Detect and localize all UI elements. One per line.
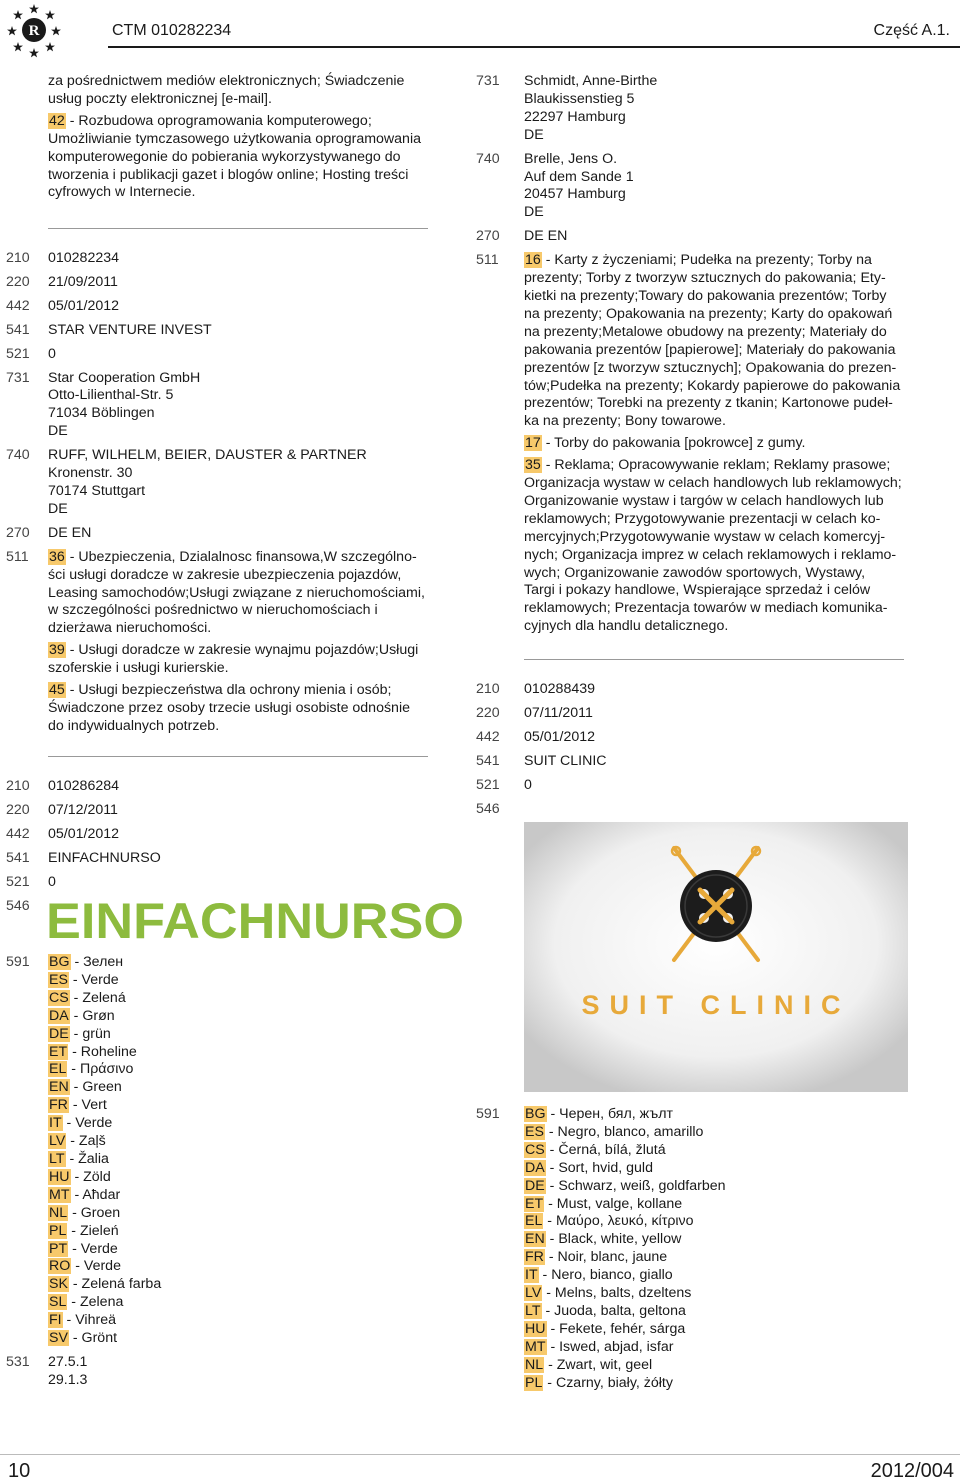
colour-item — [48, 1133, 440, 1151]
field-code: 740 — [6, 447, 30, 464]
colour-list — [524, 1106, 916, 1393]
text-line: ści usługi doradcze w zakresie ubezpieczenia pojazdów, — [48, 566, 402, 583]
text-line: Otto-Lilienthal-Str. 5 — [48, 387, 174, 404]
text-line: 70174 Stuttgart — [48, 482, 146, 499]
field-code: 210 — [476, 681, 500, 697]
colour-item — [48, 1026, 440, 1044]
section-rule — [524, 659, 904, 660]
text-line: prezentów [z tworzyw sztucznych]; Opakowania do prezen- — [524, 359, 897, 376]
colour-item — [524, 1142, 916, 1160]
logo-background — [524, 822, 908, 1092]
field-code: 521 — [6, 873, 30, 890]
text-line: Auf dem Sande 1 — [524, 168, 634, 185]
einfachnurso-logo — [46, 892, 466, 948]
text-line: - Reklama; Opracowywanie reklam; Reklamy prasowe; — [541, 457, 891, 474]
colour-name: - Verde — [68, 1240, 118, 1257]
field-code: 270 — [6, 524, 30, 541]
languages: DE EN — [524, 228, 568, 245]
text-line: Kronenstr. 30 — [48, 465, 133, 482]
colour-name: - Černá, bílá, žlutá — [545, 1141, 666, 1158]
field-code: 591 — [6, 954, 30, 970]
text-line: za pośrednictwem mediów elektronicznych; Świadczenie — [48, 73, 405, 89]
text-line: - Usługi doradcze w zakresie wynajmu pojazdów;Usługi — [65, 642, 419, 659]
colour-name: - Zelená farba — [68, 1276, 162, 1293]
text-line: mercyjnych;Przygotowywanie wystaw w celach komercyj- — [524, 528, 886, 545]
colour-item — [48, 1044, 440, 1062]
text-line: ka na prezenty; Bony towarowe. — [524, 413, 726, 430]
colour-name: - Fekete, fehér, sárga — [546, 1320, 686, 1337]
colour-name: - Vihreä — [62, 1312, 116, 1329]
page-number: 10 — [8, 1460, 31, 1482]
text-line: prezenty; Torby z tworzyw sztucznych do pakowania; Ety- — [524, 270, 886, 287]
mark-word: SUIT CLINIC — [524, 752, 607, 769]
application-number: 010288439 — [524, 681, 596, 697]
colour-name: - Juoda, balta, geltona — [541, 1302, 686, 1319]
text-line: Świadczone przez osoby trzecie usługi osobiste odnośnie — [48, 699, 410, 716]
colour-item — [48, 1151, 440, 1169]
colour-name: - Vert — [68, 1097, 107, 1114]
language-code: NL — [525, 1356, 544, 1373]
text-line: 29.1.3 — [48, 1371, 88, 1388]
publication-date: 05/01/2012 — [48, 825, 120, 842]
colour-name: - Žalia — [65, 1150, 109, 1167]
text-line: usług poczty elektronicznej [e-mail]. — [48, 90, 272, 107]
language-code: FR — [49, 1097, 68, 1114]
trademark-entry-continued — [476, 73, 916, 636]
class-number: 39 — [49, 642, 65, 659]
field-code: 220 — [476, 704, 500, 721]
colour-item — [48, 1294, 440, 1312]
field-code: 511 — [6, 548, 29, 565]
colour-name: - Sort, hvid, guld — [545, 1159, 653, 1176]
bulletin-issue: 2012/004 — [870, 1460, 954, 1482]
colour-name: - Zelena — [67, 1294, 124, 1311]
colour-item — [48, 1169, 440, 1187]
colour-item — [48, 972, 440, 990]
language-code: MT — [49, 1186, 70, 1203]
text-line: pakowania prezentów [papierowe]; Materiały do pakowania — [524, 341, 896, 358]
language-code: DE — [49, 1025, 69, 1042]
colour-name: - Green — [69, 1079, 122, 1096]
field-code: 210 — [6, 778, 30, 794]
mark-type: 0 — [48, 345, 56, 362]
field-code: 731 — [6, 369, 30, 386]
text-line: nych; Organizacja imprez w celach reklamowych i reklamo- — [524, 546, 897, 563]
language-code: SL — [49, 1294, 67, 1311]
field-code: 731 — [476, 73, 500, 89]
language-code: IT — [525, 1267, 538, 1284]
svg-text:R: R — [28, 23, 40, 39]
text-line: tworzenia i publikacji gazet i blogów online; Hosting treści — [48, 166, 409, 183]
language-code: DA — [49, 1007, 69, 1024]
field-code: 591 — [476, 1106, 500, 1122]
colour-name: - grün — [69, 1025, 111, 1042]
text-line: na prezenty; Opakowania na prezenty; Karty do opakowań — [524, 305, 893, 322]
colour-list — [48, 954, 440, 1348]
language-code: PL — [525, 1374, 543, 1391]
colour-item — [524, 1231, 916, 1249]
logo-wordmark: EINFACHNURSO — [46, 893, 465, 948]
text-line: Star Cooperation GmbH — [48, 369, 201, 386]
colour-name: - Czarny, biały, żółty — [543, 1374, 673, 1391]
colour-item — [48, 954, 440, 972]
filing-date: 07/12/2011 — [48, 801, 118, 818]
field-code: 442 — [6, 825, 30, 842]
language-code: PT — [49, 1240, 68, 1257]
colour-name: - Zaļš — [66, 1133, 106, 1150]
colour-item — [48, 1187, 440, 1205]
text-line: wych; Organizowanie zawodów sportowych, Wystawy, — [524, 564, 866, 581]
suit-clinic-logo — [524, 822, 908, 1092]
language-code: DA — [525, 1159, 545, 1176]
language-code: PL — [49, 1222, 67, 1239]
colour-item — [48, 1061, 440, 1079]
language-code: FR — [525, 1249, 544, 1266]
colour-item — [524, 1178, 916, 1196]
language-code: HU — [49, 1168, 70, 1185]
application-number: 010282234 — [48, 250, 120, 266]
trademark-entry-010282234 — [0, 250, 440, 736]
colour-name: - Must, valge, kollane — [544, 1195, 683, 1212]
field-code: 210 — [6, 250, 30, 266]
language-code: EN — [525, 1231, 545, 1248]
field-code: 521 — [476, 776, 500, 793]
colour-name: - Nero, bianco, giallo — [538, 1267, 673, 1284]
text-line: w szczególności pośrednictwo w nieruchomościach i — [48, 602, 378, 619]
field-code: 220 — [6, 801, 30, 818]
field-code: 541 — [476, 752, 500, 769]
colour-name: - Zieleń — [67, 1222, 119, 1239]
colour-name: - Zelená — [69, 989, 126, 1006]
header-title: CTM 010282234 — [112, 22, 232, 39]
representative — [524, 151, 916, 223]
language-code: SK — [49, 1276, 68, 1293]
colour-name: - Grøn — [69, 1007, 115, 1024]
text-line: dzierżawa nieruchomości. — [48, 620, 212, 637]
goods-services — [524, 252, 916, 636]
field-code: 442 — [6, 297, 30, 314]
language-code: EL — [525, 1213, 543, 1230]
language-code: LV — [49, 1133, 66, 1150]
text-line: DE — [48, 500, 68, 517]
text-line: reklamowych; Przygotowywanie prezentacji w celach ko- — [524, 510, 881, 527]
colour-item — [48, 1205, 440, 1223]
language-code: DE — [525, 1177, 545, 1194]
colour-item — [48, 1330, 440, 1348]
text-line: Organizowanie wystaw i targów w celach handlowych lub — [524, 492, 884, 509]
colour-item — [524, 1285, 916, 1303]
mark-word: STAR VENTURE INVEST — [48, 321, 212, 338]
colour-name: - Groen — [68, 1204, 121, 1221]
colour-name: - Πράσινο — [67, 1061, 134, 1078]
colour-item — [48, 1223, 440, 1241]
field-code: 546 — [476, 800, 500, 817]
colour-item — [524, 1321, 916, 1339]
colour-name: - Verde — [62, 1115, 113, 1132]
colour-item — [524, 1196, 916, 1214]
text-line: prezentów; Torebki na prezenty z tkanin; Kartonowe pudeł- — [524, 395, 893, 412]
colour-item — [524, 1124, 916, 1142]
colour-item — [524, 1249, 916, 1267]
language-code: LT — [525, 1302, 541, 1319]
ohim-logo-icon — [6, 2, 62, 60]
publication-date: 05/01/2012 — [524, 728, 596, 745]
text-line: cyjnych dla handlu detalicznego. — [524, 618, 729, 635]
text-line: Umożliwianie tymczasowego użytkowania oprogramowania — [48, 130, 421, 147]
language-code: SV — [49, 1330, 68, 1347]
colour-name: - Μαύρο, λευκό, κίτρινο — [543, 1213, 694, 1230]
filing-date: 07/11/2011 — [524, 704, 593, 721]
colour-item — [524, 1106, 916, 1124]
text-line: - Karty z życzeniami; Pudełka na prezenty; Torby na — [541, 252, 872, 269]
colour-item — [48, 1115, 440, 1133]
language-code: RO — [49, 1258, 71, 1275]
mark-type: 0 — [48, 873, 56, 890]
colour-item — [48, 1276, 440, 1294]
colour-item — [48, 1008, 440, 1026]
colour-item — [524, 1339, 916, 1357]
colour-name: - Zwart, wit, geel — [544, 1356, 653, 1373]
text-line: Targi i pokazy handlowe, Wspierające sprzedaż i celów — [524, 582, 871, 599]
language-code: BG — [49, 954, 70, 970]
colour-item — [48, 1258, 440, 1276]
colour-item — [524, 1267, 916, 1285]
colour-claims — [476, 1106, 916, 1393]
language-code: ET — [525, 1195, 544, 1212]
text-line: kietki na prezenty;Towary do pakowania prezentów; Torby — [524, 287, 887, 304]
colour-name: - Verde — [71, 1258, 121, 1275]
colour-item — [524, 1213, 916, 1231]
logo-wordmark: SUIT CLINIC — [581, 990, 851, 1020]
colour-claims — [0, 954, 440, 1390]
text-line: tów;Pudełka na prezenty; Kokardy papierowe do pakowania — [524, 377, 901, 394]
publication-date: 05/01/2012 — [48, 297, 120, 314]
section-rule — [48, 228, 428, 229]
mark-word: EINFACHNURSO — [48, 849, 161, 866]
language-code: CS — [525, 1141, 545, 1158]
text-line: - Torby do pakowania [pokrowce] z gumy. — [541, 435, 806, 452]
mark-type: 0 — [524, 776, 532, 793]
text-line: 22297 Hamburg — [524, 108, 626, 125]
field-code: 442 — [476, 728, 500, 745]
field-code: 541 — [6, 849, 30, 866]
colour-name: - Negro, blanco, amarillo — [544, 1123, 704, 1140]
language-code: ES — [49, 971, 68, 988]
class-number: 35 — [525, 457, 541, 474]
colour-item — [48, 990, 440, 1008]
language-code: BG — [525, 1106, 546, 1122]
colour-name: - Grönt — [68, 1330, 118, 1347]
text-line: Brelle, Jens O. — [524, 150, 618, 167]
colour-item — [524, 1357, 916, 1375]
text-line: DE — [524, 126, 544, 143]
text-line: 20457 Hamburg — [524, 186, 626, 203]
field-code: 521 — [6, 345, 30, 362]
colour-item — [524, 1160, 916, 1178]
trademark-entry-010288439 — [476, 681, 916, 818]
field-code: 546 — [6, 897, 30, 914]
page-header — [0, 0, 960, 62]
colour-item — [524, 1375, 916, 1393]
header-part: Część A.1. — [873, 22, 950, 39]
language-code: IT — [49, 1115, 62, 1132]
text-line: Organizacja wystaw w celach handlowych lub reklamowych; — [524, 475, 902, 492]
applicant — [48, 370, 440, 442]
text-line: cyfrowych w Internecie. — [48, 184, 196, 201]
text-line: Schmidt, Anne-Birthe — [524, 73, 658, 89]
class-number: 45 — [49, 682, 65, 699]
field-code: 740 — [476, 150, 500, 167]
text-line: szoferskie i usługi kurierskie. — [48, 660, 229, 677]
field-code: 541 — [6, 321, 30, 338]
field-code: 220 — [6, 273, 30, 290]
footer-rule — [0, 1454, 960, 1455]
colour-name: - Iswed, abjad, isfar — [546, 1338, 674, 1355]
colour-item — [48, 1312, 440, 1330]
colour-item — [48, 1097, 440, 1115]
language-code: ET — [49, 1043, 68, 1060]
language-code: ES — [525, 1123, 544, 1140]
colour-name: - Black, white, yellow — [545, 1231, 682, 1248]
colour-item — [48, 1079, 440, 1097]
section-rule — [48, 756, 428, 757]
colour-item — [48, 1241, 440, 1259]
language-code: HU — [525, 1320, 546, 1337]
colour-name: - Schwarz, weiß, goldfarben — [545, 1177, 726, 1194]
field-code: 270 — [476, 228, 500, 245]
text-line: komputerowegonie do pobierania wykorzystywanego do — [48, 148, 401, 165]
class-number: 42 — [49, 112, 65, 129]
colour-name: - Зелен — [70, 954, 124, 970]
language-code: LT — [49, 1150, 65, 1167]
colour-name: - Roheline — [68, 1043, 137, 1060]
text-line: 71034 Böblingen — [48, 405, 155, 422]
language-code: NL — [49, 1204, 68, 1221]
language-code: LV — [525, 1285, 542, 1302]
representative — [48, 447, 440, 519]
goods-services — [48, 549, 440, 736]
colour-name: - Черен, бял, жълт — [546, 1106, 674, 1122]
text-line: - Ubezpieczenia, Dzialalnosc finansowa,W szczególno- — [65, 548, 417, 565]
application-number: 010286284 — [48, 778, 120, 794]
continued-goods-block — [0, 73, 440, 202]
language-code: FI — [49, 1312, 62, 1329]
field-code: 531 — [6, 1353, 30, 1370]
language-code: MT — [525, 1338, 546, 1355]
text-line: 27.5.1 — [48, 1353, 88, 1370]
header-rule — [108, 46, 960, 48]
text-line: reklamowych; Prezentacja towarów w mediach komunika- — [524, 600, 888, 617]
colour-name: - Noir, blanc, jaune — [544, 1249, 668, 1266]
colour-name: - Melns, balts, dzeltens — [542, 1285, 692, 1302]
text-line: Leasing samochodów;Usługi związane z nieruchomościami, — [48, 584, 425, 601]
languages: DE EN — [48, 524, 92, 541]
language-code: CS — [49, 989, 69, 1006]
text-line: RUFF, WILHELM, BEIER, DAUSTER & PARTNER — [48, 447, 367, 464]
colour-name: - Zöld — [70, 1168, 111, 1185]
colour-name: - Verde — [68, 971, 119, 988]
class-number: 16 — [525, 252, 541, 269]
language-code: EL — [49, 1061, 67, 1078]
filing-date: 21/09/2011 — [48, 273, 118, 290]
language-code: EN — [49, 1079, 69, 1096]
text-line: DE — [524, 204, 544, 221]
applicant — [524, 73, 916, 145]
colour-name: - Aħdar — [70, 1186, 121, 1203]
text-line: na prezenty;Metalowe obudowy na prezenty; Materiały do — [524, 323, 887, 340]
text-line: do indywidualnych potrzeb. — [48, 717, 220, 734]
text-line: - Rozbudowa oprogramowania komputerowego; — [65, 112, 372, 129]
text-line: - Usługi bezpieczeństwa dla ochrony mienia i osób; — [65, 682, 392, 699]
class-number: 36 — [49, 548, 65, 565]
colour-item — [524, 1303, 916, 1321]
text-line: DE — [48, 423, 68, 440]
class-number: 17 — [525, 435, 541, 452]
field-code: 511 — [476, 252, 499, 269]
vienna-classification — [48, 1354, 440, 1390]
text-line: Blaukissenstieg 5 — [524, 90, 635, 107]
